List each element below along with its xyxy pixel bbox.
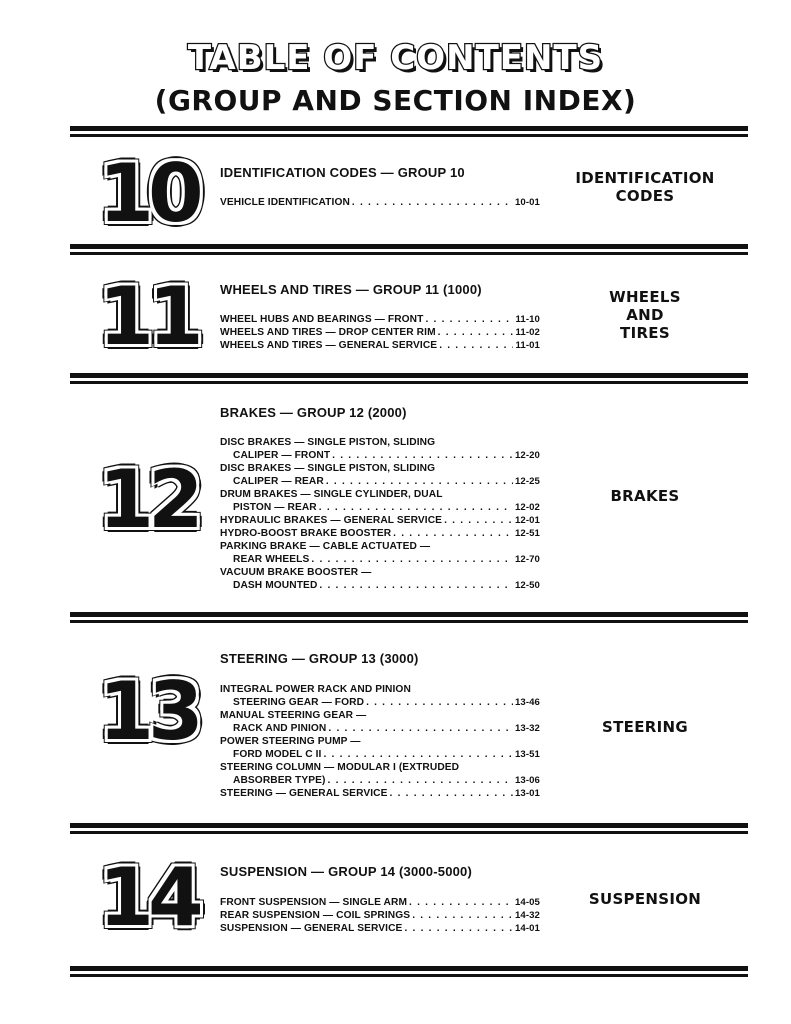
group-number: 12: [98, 453, 198, 546]
toc-entry[interactable]: FRONT SUSPENSION — SINGLE ARM . . . 14-05: [220, 896, 540, 909]
toc-entry[interactable]: VEHICLE IDENTIFICATION . . . 10-01: [220, 196, 540, 209]
toc-entry[interactable]: PARKING BRAKE — CABLE ACTUATED —: [220, 541, 431, 552]
section-list: [220, 436, 540, 592]
toc-entry[interactable]: WHEEL HUBS AND BEARINGS — FRONT . . . 11-10: [220, 313, 540, 326]
toc-entry[interactable]: FORD MODEL C II . . . 13-51: [220, 748, 540, 761]
page-title: TABLE OF CONTENTS: [187, 38, 604, 78]
section-list: [220, 196, 540, 209]
section-list: [220, 683, 540, 800]
group-heading[interactable]: SUSPENSION — GROUP 14 (3000-5000): [220, 864, 473, 879]
divider-rule: [70, 373, 748, 385]
group-number: 14: [98, 851, 198, 944]
toc-entry[interactable]: WHEELS AND TIRES — DROP CENTER RIM . . . 11-02: [220, 326, 540, 339]
group-number: 11: [98, 270, 198, 363]
toc-entry[interactable]: SUSPENSION — GENERAL SERVICE . . . 14-01: [220, 922, 540, 935]
group-heading[interactable]: BRAKES — GROUP 12 (2000): [220, 405, 407, 420]
toc-entry[interactable]: STEERING GEAR — FORD . . . 13-46: [220, 696, 540, 709]
group-side-label: SUSPENSION: [588, 890, 702, 908]
divider-rule: [70, 966, 748, 978]
toc-entry[interactable]: DISC BRAKES — SINGLE PISTON, SLIDING: [220, 463, 436, 474]
group-side-label: STEERING: [602, 718, 688, 736]
toc-entry[interactable]: PISTON — REAR . . . 12-02: [220, 501, 540, 514]
group-heading[interactable]: STEERING — GROUP 13 (3000): [220, 651, 419, 666]
toc-entry[interactable]: REAR WHEELS . . . 12-70: [220, 553, 540, 566]
group-side-label: BRAKES: [610, 487, 680, 505]
toc-entry[interactable]: POWER STEERING PUMP —: [220, 736, 361, 747]
toc-entry[interactable]: CALIPER — FRONT . . . 12-20: [220, 449, 540, 462]
group-side-label: IDENTIFICATION CODES: [575, 169, 715, 205]
toc-entry[interactable]: STEERING — GENERAL SERVICE . . . 13-01: [220, 787, 540, 800]
toc-entry[interactable]: HYDRAULIC BRAKES — GENERAL SERVICE . . . 12-01: [220, 514, 540, 527]
group-number: 10: [98, 147, 198, 240]
toc-entry[interactable]: CALIPER — REAR . . . 12-25: [220, 475, 540, 488]
group-number: 13: [98, 665, 198, 758]
section-list: [220, 896, 540, 935]
toc-entry[interactable]: RACK AND PINION . . . 13-32: [220, 722, 540, 735]
divider-rule: [70, 823, 748, 835]
divider-rule: [70, 612, 748, 624]
group-side-label: WHEELS AND TIRES: [609, 288, 681, 342]
toc-entry[interactable]: WHEELS AND TIRES — GENERAL SERVICE . . . 11-01: [220, 339, 540, 352]
toc-entry[interactable]: STEERING COLUMN — MODULAR I (EXTRUDED: [220, 762, 460, 773]
toc-entry[interactable]: REAR SUSPENSION — COIL SPRINGS . . . 14-32: [220, 909, 540, 922]
group-heading[interactable]: IDENTIFICATION CODES — GROUP 10: [220, 165, 465, 180]
divider-rule: [70, 126, 748, 138]
toc-entry[interactable]: INTEGRAL POWER RACK AND PINION: [220, 684, 411, 695]
toc-entry[interactable]: DRUM BRAKES — SINGLE CYLINDER, DUAL: [220, 489, 443, 500]
group-heading[interactable]: WHEELS AND TIRES — GROUP 11 (1000): [220, 282, 482, 297]
toc-entry[interactable]: VACUUM BRAKE BOOSTER —: [220, 567, 372, 578]
toc-entry[interactable]: DASH MOUNTED . . . 12-50: [220, 579, 540, 592]
divider-rule: [70, 244, 748, 256]
section-list: [220, 313, 540, 352]
toc-entry[interactable]: DISC BRAKES — SINGLE PISTON, SLIDING: [220, 437, 436, 448]
page-subtitle: (GROUP AND SECTION INDEX): [154, 84, 637, 117]
toc-entry[interactable]: MANUAL STEERING GEAR —: [220, 710, 367, 721]
toc-entry[interactable]: HYDRO-BOOST BRAKE BOOSTER . . . 12-51: [220, 527, 540, 540]
toc-entry[interactable]: ABSORBER TYPE) . . . 13-06: [220, 774, 540, 787]
